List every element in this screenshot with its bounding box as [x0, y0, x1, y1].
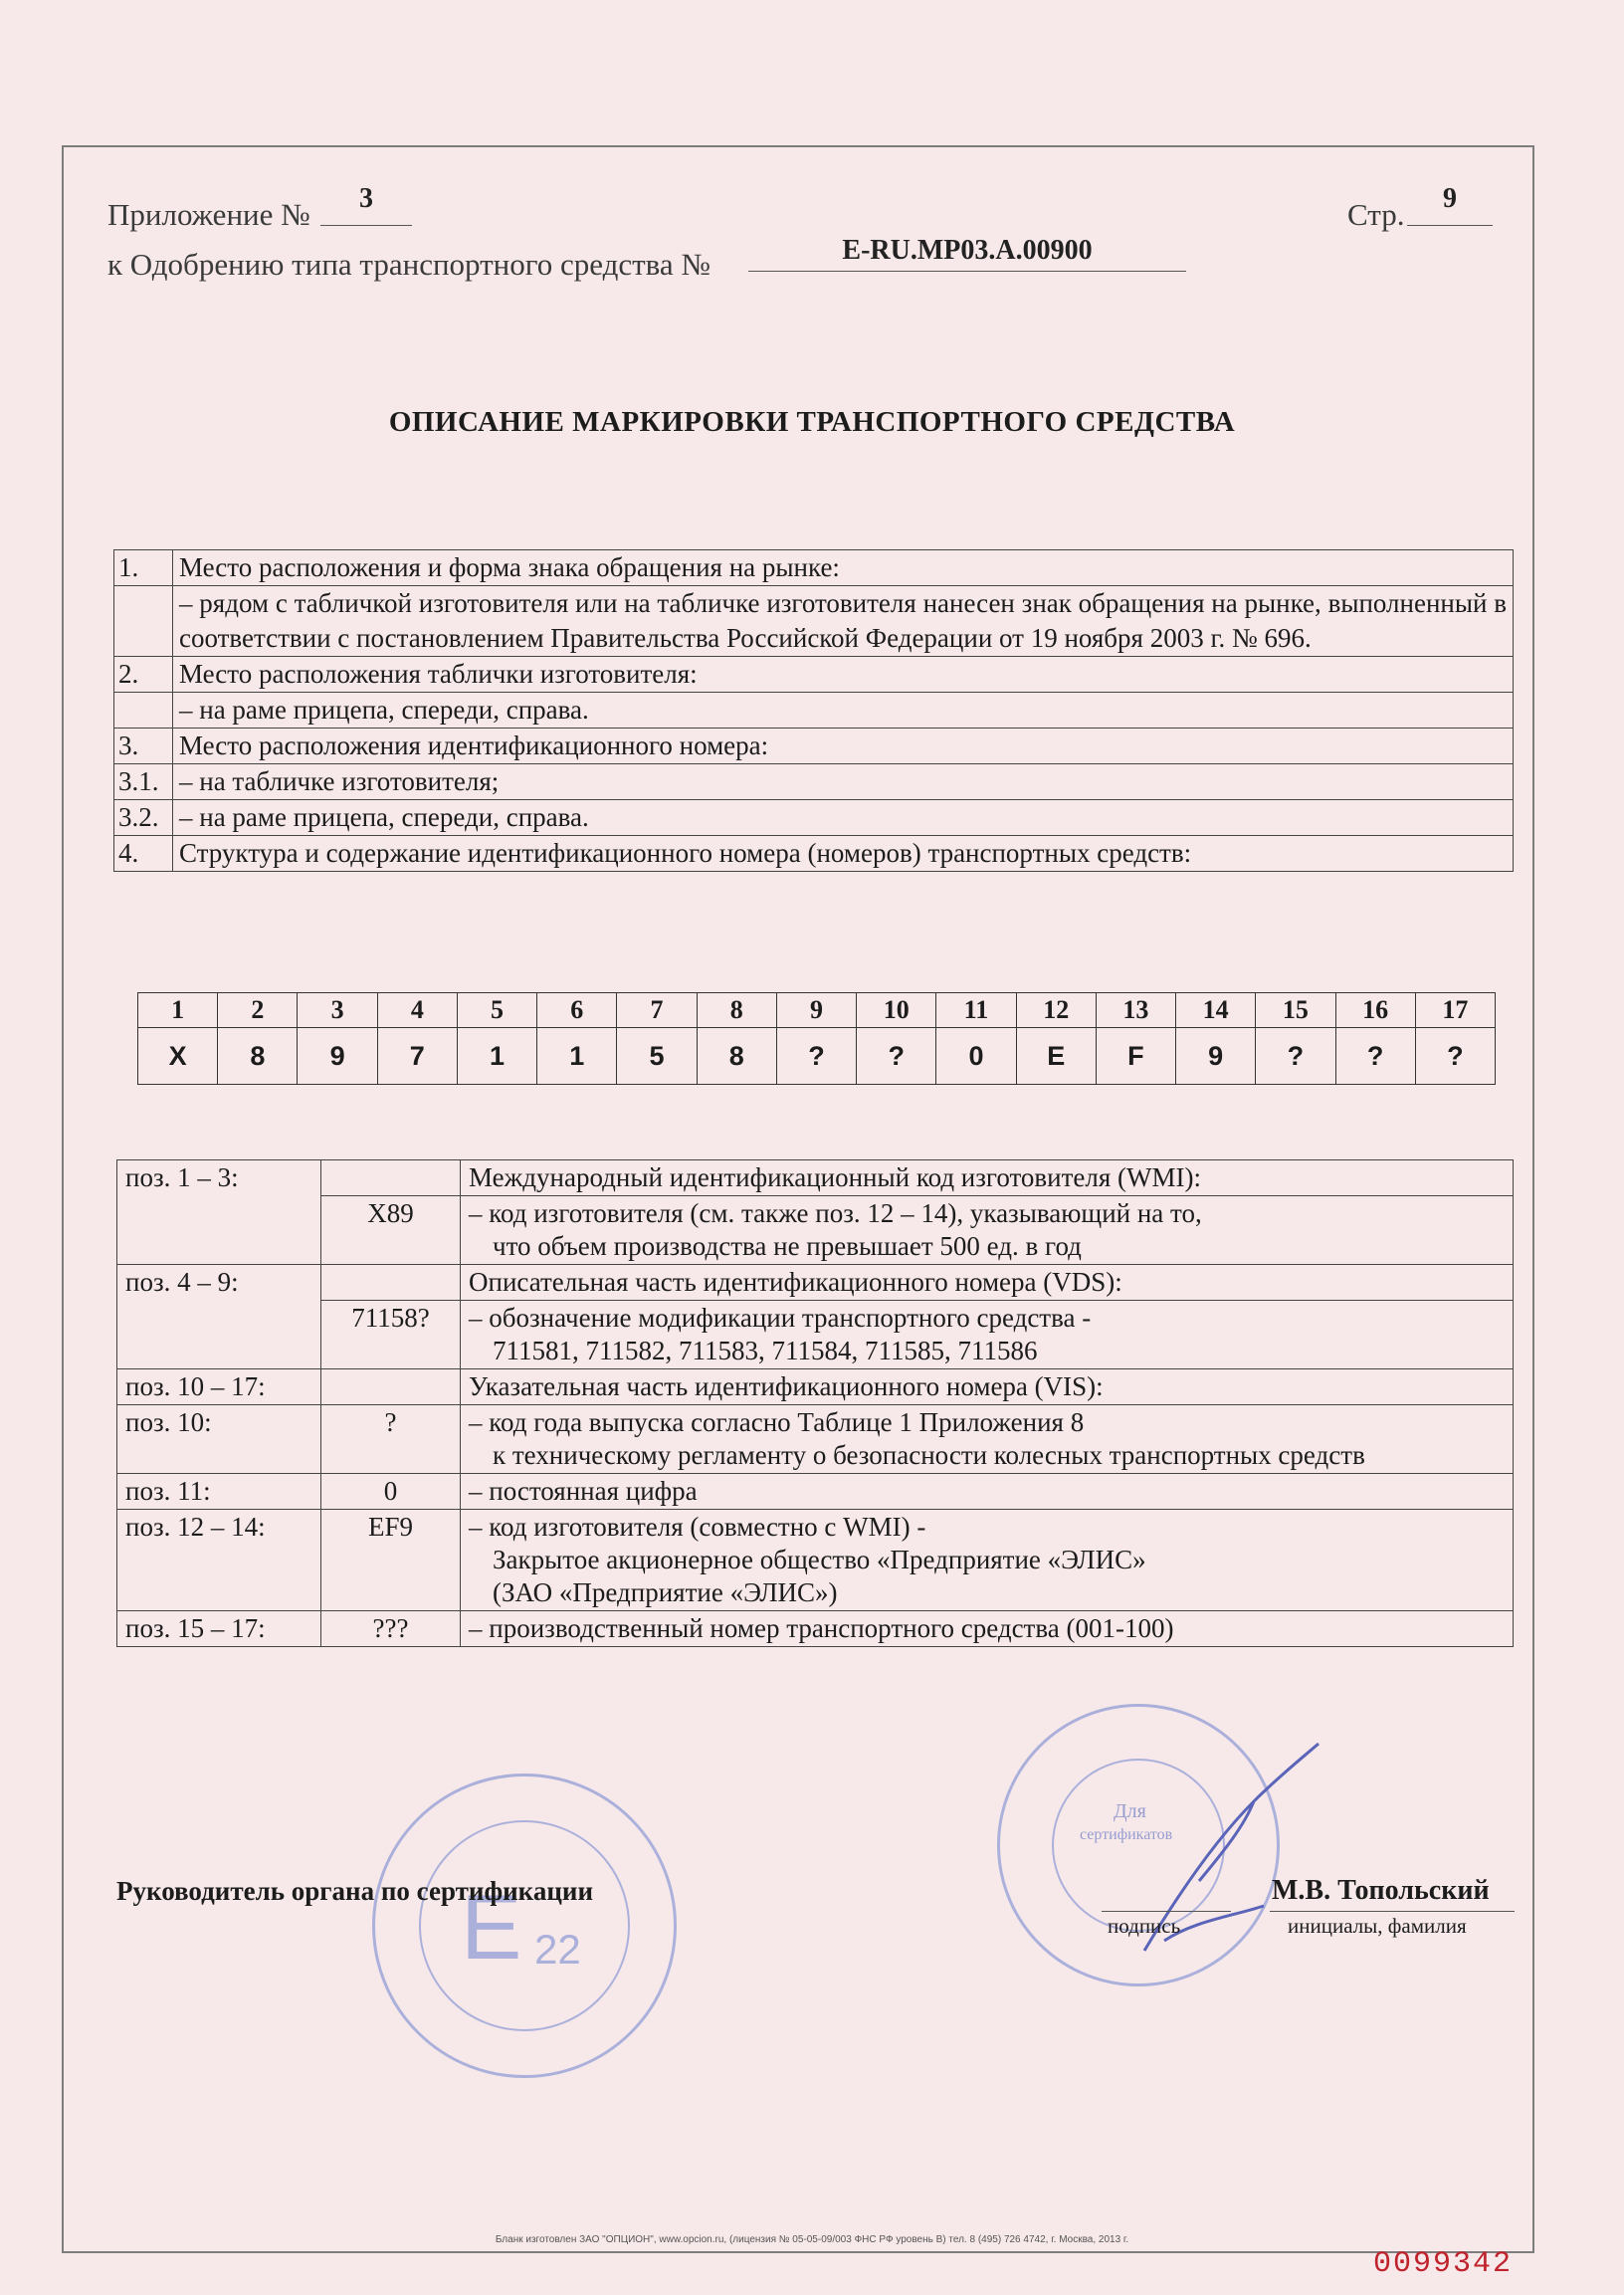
- decode-code: ???: [321, 1611, 461, 1647]
- decode-position: поз. 10 – 17:: [117, 1369, 321, 1405]
- name-caption: инициалы, фамилия: [1288, 1914, 1467, 1938]
- decode-line: (ЗАО «Предприятие «ЭЛИС»): [493, 1577, 838, 1607]
- decode-line: Закрытое акционерное общество «Предприятие «ЭЛИС»: [493, 1545, 1146, 1574]
- vin-char: 8: [697, 1028, 776, 1085]
- certification-stamp-left: [372, 1773, 677, 2078]
- stamp-text: Для: [1114, 1800, 1146, 1822]
- decode-position: поз. 4 – 9:: [117, 1265, 321, 1369]
- section-number: 4.: [114, 836, 173, 872]
- section-text: – на раме прицепа, спереди, справа.: [173, 800, 1514, 836]
- decode-position: поз. 1 – 3:: [117, 1160, 321, 1265]
- vin-char: 9: [1176, 1028, 1256, 1085]
- decode-row: [117, 1265, 1514, 1301]
- approval-number: E-RU.MP03.A.00900: [842, 235, 1093, 266]
- section-number: 3.: [114, 729, 173, 764]
- page-number-line: [1407, 183, 1493, 226]
- decode-row: [117, 1301, 1514, 1369]
- vin-position: 12: [1016, 993, 1096, 1028]
- decode-code: 71158?: [321, 1301, 461, 1369]
- decode-position: поз. 10:: [117, 1405, 321, 1474]
- vin-char: 9: [298, 1028, 377, 1085]
- section-number: [114, 586, 173, 657]
- vin-position: 16: [1335, 993, 1415, 1028]
- decode-code: X89: [321, 1196, 461, 1265]
- vin-decode-table: [116, 1159, 1514, 1647]
- decode-heading: Международный идентификационный код изготовителя (WMI):: [461, 1160, 1514, 1196]
- vin-position: 5: [457, 993, 536, 1028]
- decode-line: – производственный номер транспортного средства (001-100): [469, 1613, 1174, 1643]
- vin-char-row: [138, 1028, 1496, 1085]
- vin-position: 13: [1096, 993, 1175, 1028]
- e-mark-number: 22: [534, 1926, 581, 1973]
- vin-position: 6: [537, 993, 617, 1028]
- vin-char: ?: [1415, 1028, 1495, 1085]
- decode-position: поз. 15 – 17:: [117, 1611, 321, 1647]
- vin-position: 10: [857, 993, 936, 1028]
- stamp-text-2: сертификатов: [1080, 1826, 1173, 1843]
- vin-position: 15: [1256, 993, 1335, 1028]
- decode-code: 0: [321, 1474, 461, 1510]
- vin-position: 1: [138, 993, 218, 1028]
- signature-line: [1102, 1909, 1231, 1912]
- decode-position: поз. 11:: [117, 1474, 321, 1510]
- section-row: [114, 729, 1514, 764]
- decode-row: [117, 1160, 1514, 1196]
- decode-heading: Описательная часть идентификационного номера (VDS):: [461, 1265, 1514, 1301]
- decode-line: что объем производства не превышает 500 ед. в год: [493, 1231, 1082, 1261]
- vin-char: ?: [776, 1028, 856, 1085]
- section-row: [114, 550, 1514, 586]
- section-text: – на табличке изготовителя;: [173, 764, 1514, 800]
- vin-structure-table: [137, 992, 1496, 1085]
- vin-position: 11: [936, 993, 1016, 1028]
- section-row: [114, 657, 1514, 693]
- approval-number-line: [748, 235, 1186, 272]
- section-text: – рядом с табличкой изготовителя или на табличке изготовителя нанесен знак обращения на рынке, выполненный в соответствии с постановлением Правительства Российской Федерации от 19 ноября 2003 г. № 696.: [173, 586, 1514, 657]
- vin-char: E: [1016, 1028, 1096, 1085]
- section-text: Место расположения идентификационного номера:: [173, 729, 1514, 764]
- decode-line: – код изготовителя (совместно с WMI) -: [469, 1512, 926, 1542]
- decode-line: – код года выпуска согласно Таблице 1 Приложения 8: [469, 1407, 1085, 1437]
- page-title: ОПИСАНИЕ МАРКИРОВКИ ТРАНСПОРТНОГО СРЕДСТВА: [388, 406, 1236, 438]
- decode-row: [117, 1474, 1514, 1510]
- vin-position: 7: [617, 993, 697, 1028]
- section-row: [114, 586, 1514, 657]
- section-text: Структура и содержание идентификационного номера (номеров) транспортных средств:: [173, 836, 1514, 872]
- decode-row: [117, 1405, 1514, 1474]
- decode-line: 711581, 711582, 711583, 711584, 711585, 711586: [493, 1336, 1038, 1365]
- vin-char: 1: [537, 1028, 617, 1085]
- vin-position: 3: [298, 993, 377, 1028]
- section-number: 3.2.: [114, 800, 173, 836]
- vin-position: 2: [218, 993, 298, 1028]
- page-number: 9: [1443, 183, 1457, 214]
- section-text: – на раме прицепа, спереди, справа.: [173, 693, 1514, 729]
- section-row: [114, 800, 1514, 836]
- section-row: [114, 693, 1514, 729]
- vin-position: 14: [1176, 993, 1256, 1028]
- vin-position-row: [138, 993, 1496, 1028]
- vin-char: 0: [936, 1028, 1016, 1085]
- e-mark: E: [461, 1877, 522, 1979]
- vin-char: 5: [617, 1028, 697, 1085]
- page-label: Стр.: [1347, 197, 1405, 232]
- marking-sections-table: [113, 549, 1514, 872]
- vin-position: 9: [776, 993, 856, 1028]
- section-row: [114, 836, 1514, 872]
- decode-description: [461, 1474, 1514, 1510]
- decode-position: поз. 12 – 14:: [117, 1510, 321, 1611]
- vin-char: ?: [1256, 1028, 1335, 1085]
- decode-line: к техническому регламенту о безопасности колесных транспортных средств: [493, 1440, 1365, 1470]
- appendix-label: Приложение №: [107, 197, 310, 232]
- decode-heading: Указательная часть идентификационного номера (VIS):: [461, 1369, 1514, 1405]
- section-number: [114, 693, 173, 729]
- signatory-name: М.В. Топольский: [1272, 1875, 1490, 1906]
- signatory-position: Руководитель органа по сертификации: [116, 1876, 593, 1906]
- decode-code: ?: [321, 1405, 461, 1474]
- decode-line: – обозначение модификации транспортного средства -: [469, 1303, 1092, 1333]
- vin-char: F: [1096, 1028, 1175, 1085]
- decode-description: [461, 1611, 1514, 1647]
- vin-char: 1: [457, 1028, 536, 1085]
- vin-position: 8: [697, 993, 776, 1028]
- decode-description: [461, 1196, 1514, 1265]
- decode-description: [461, 1405, 1514, 1474]
- decode-description: [461, 1510, 1514, 1611]
- decode-description: [461, 1301, 1514, 1369]
- decode-line: – постоянная цифра: [469, 1476, 698, 1506]
- appendix-number: 3: [359, 183, 373, 214]
- form-serial-number: 0099342: [1373, 2247, 1514, 2281]
- vin-char: ?: [857, 1028, 936, 1085]
- section-number: 1.: [114, 550, 173, 586]
- decode-code: EF9: [321, 1510, 461, 1611]
- appendix-number-line: [320, 183, 412, 226]
- decode-row: [117, 1369, 1514, 1405]
- section-number: 2.: [114, 657, 173, 693]
- section-row: [114, 764, 1514, 800]
- section-number: 3.1.: [114, 764, 173, 800]
- section-text: Место расположения таблички изготовителя:: [173, 657, 1514, 693]
- vin-char: 8: [218, 1028, 298, 1085]
- name-line: [1270, 1909, 1515, 1912]
- form-footer: Бланк изготовлен ЗАО "ОПЦИОН", www.opcion.ru, (лицензия № 05-05-09/003 ФНС РФ уровень В) тел. 8 (495) 726 4742, г. Москва, 2013 г.: [495, 2234, 1129, 2245]
- signature-caption: подпись: [1108, 1914, 1181, 1938]
- vin-position: 4: [377, 993, 457, 1028]
- decode-row: [117, 1196, 1514, 1265]
- decode-row: [117, 1510, 1514, 1611]
- decode-line: – код изготовителя (см. также поз. 12 – 14), указывающий на то,: [469, 1198, 1202, 1228]
- vin-char: X: [138, 1028, 218, 1085]
- vin-position: 17: [1415, 993, 1495, 1028]
- vin-char: ?: [1335, 1028, 1415, 1085]
- approval-label: к Одобрению типа транспортного средства №: [107, 247, 710, 282]
- section-text: Место расположения и форма знака обращения на рынке:: [173, 550, 1514, 586]
- decode-row: [117, 1611, 1514, 1647]
- vin-char: 7: [377, 1028, 457, 1085]
